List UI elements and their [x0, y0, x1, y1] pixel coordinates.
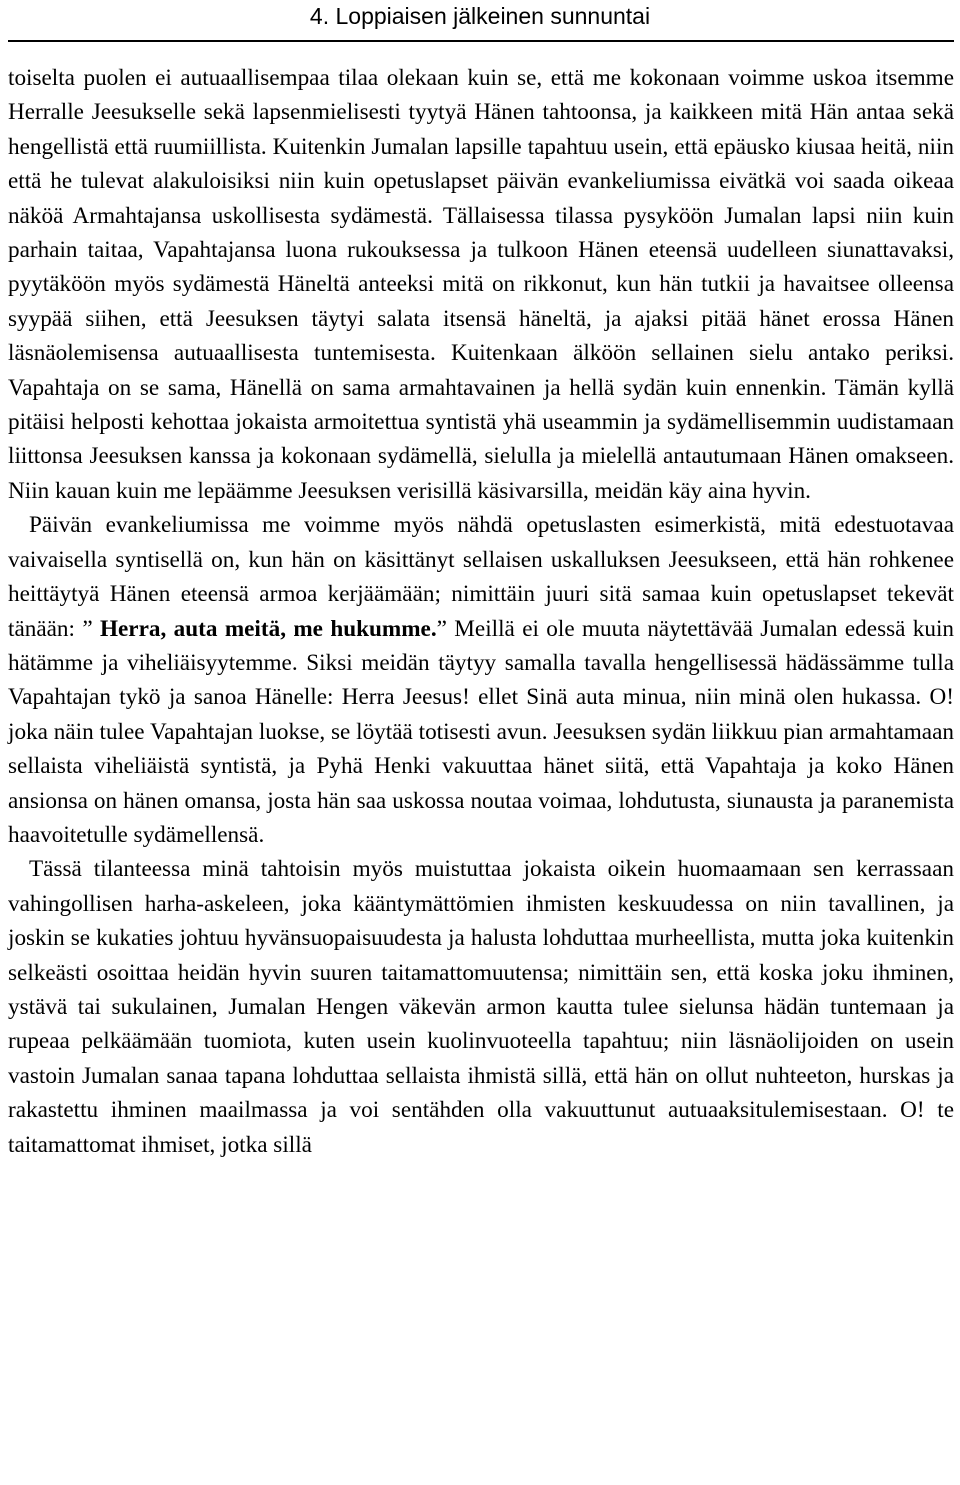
paragraph-2-text-start: Päivän evankeliumissa me voimme myös nähdä opetuslasten esimerkistä, mitä edestuotavaa vaivaisella syntisellä on, kun hän on käsittänyt sellaisen uskalluksen Jeesukseen, että hän rohkenee heittäytyä Hänen eteensä armoa kerjäämään; nimittäin juuri sitä samaa kuin opetuslapset tekevät tänään: ” [8, 512, 954, 642]
paragraph-3: Tässä tilanteessa minä tahtoisin myös muistuttaa jokaista oikein huomaamaan sen kerrassaan vahingollisen harha-askeleen, joka kääntymättömien ihmisten keskuudessa on niin tavallinen, ja joskin se kukaties johtuu hyvänsuopaisuudesta ja halusta lohduttaa murheellista, mutta joka kuitenkin selkeästi osoittaa heidän hyvin suuren taitamattomuutensa; nimittäin sen, että koska joku ihminen, ystävä tai sukulainen, Jumalan Hengen väkevän armon kautta tulee sielunsa hädän tuntemaan ja rupeaa pelkäämään tuomiota, kuten usein kuolinvuoteella tapahtuu; niin läsnäolijoiden on usein vastoin Jumalan sanaa tapana lohduttaa sellaista ihmistä sillä, että hän on ollut nuhteeton, hurskas ja rakastettu ihminen maailmassa ja voi sentähden olla vakuuttunut autuaaksitulemisestaan. O! te taitamattomat ihmiset, jotka sillä [8, 856, 954, 1158]
paragraph-2-text-end: ” Meillä ei ole muuta näytettävää Jumalan edessä kuin hätämme ja viheliäisyytemme. Siksi meidän täytyy samalla tavalla hengellisessä hädässämme tulla Vapahtajan tykö ja sanoa Hänelle: Herra Jeesus! ellet Sinä auta minua, niin minä olen hukassa. O! joka näin tulee Vapahtajan luokse, se löytää totisesti avun. Jeesuksen sydän liikkuu pian armahtamaan sellaista viheliäistä syntistä, ja Pyhä Henki vakuuttaa hänet siitä, että Vapahtaja ja koko Hänen ansionsa on hänen omansa, josta hän saa uskossa noutaa voimaa, lohdutusta, siunausta ja paranemista haavoitetulle sydämellensä. [8, 615, 954, 848]
bold-quote: Herra, auta meitä, me hukumme. [99, 615, 437, 642]
paragraph-2 [8, 508, 954, 852]
page-header [0, 0, 960, 32]
document-body [8, 61, 954, 1162]
chapter-title: 4. Loppiaisen jälkeinen sunnuntai [309, 3, 651, 29]
paragraph-1: toiselta puolen ei autuaallisempaa tilaa olekaan kuin se, että me kokonaan voimme uskoa itsemme Herralle Jeesukselle sekä lapsenmielisesti tyytyä Hänen tahtoonsa, ja kaikkeen mitä Hän antaa sekä hengellistä että ruumiillista. Kuitenkin Jumalan lapsille tapahtuu usein, että epäusko kiusaa heitä, niin että he tulevat alakuloisiksi niin kuin opetuslapset päivän evankeliumissa eivätkä voi saada oikeaa näköä Armahtajansa uskollisesta sydämestä. Tällaisessa tilassa pysyköön Jumalan lapsi niin kuin parhain taitaa, Vapahtajansa luona rukouksessa ja tulkoon Hänen eteensä uudelleen siunattavaksi, pyytäköön myös sydämestä Häneltä anteeksi mitä on rikkonut, kun hän tutkii ja havaitsee olleensa syypää siihen, että Jeesuksen täytyi salata itsensä häneltä, ja ajaksi pitää hänet erossa Hänen läsnäolemisensa autuaallisesta tuntemisesta. Kuitenkaan älköön sellainen sielu antako periksi. Vapahtaja on se sama, Hänellä on sama armahtavainen ja hellä sydän kuin ennenkin. Tämän kyllä pitäisi helposti kehottaa jokaista armoitettua syntistä yhä useammin ja sydämellisemmin uudistamaan liittonsa Jeesuksen kanssa ja kokonaan sydämellä, sielulla ja mielellä antautumaan Hänen omakseen. Niin kauan kuin me lepäämme Jeesuksen verisillä käsivarsilla, meidän käy aina hyvin. [8, 65, 954, 504]
header-divider [8, 40, 954, 42]
